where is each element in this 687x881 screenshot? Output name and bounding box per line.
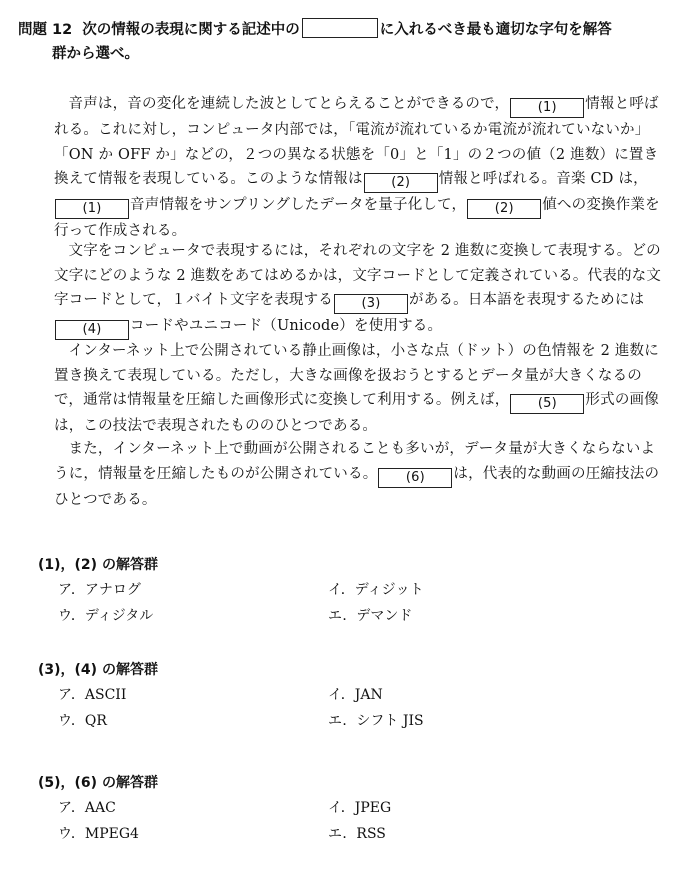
answer-row	[38, 795, 658, 821]
answer-option: ア．アナログ	[58, 582, 141, 598]
passage-text: 文字をコンピュータで表現するには，それぞれの文字を 2 進数に変換して表現する。どの文字にどのような 2 進数をあてはめるかは，文字コードとして定義されている。代表的な文字コードとして，１バイト文字を表現する	[54, 243, 662, 309]
answer-option: エ．RSS	[328, 826, 386, 842]
blank-4: (4)	[55, 320, 129, 340]
blank-example-box	[302, 18, 378, 38]
answer-row	[38, 821, 658, 847]
answer-option: エ．シフト JIS	[328, 713, 424, 729]
blank-1: (1)	[510, 98, 584, 118]
passage-text: 情報と呼ばれる。音楽 CD は，	[438, 171, 648, 188]
answer-row	[38, 682, 658, 708]
answer-option: ウ．QR	[58, 713, 107, 729]
answer-row	[38, 708, 658, 734]
blank-3: (3)	[334, 294, 408, 314]
instruction-text-cont: に入れるべき最も適切な字句を解答	[379, 22, 612, 38]
answer-option: イ．JAN	[328, 687, 383, 703]
blank-2: (2)	[364, 173, 438, 193]
passage-text: は，代表的な動画の圧縮技法のひとつである。	[54, 465, 660, 508]
answer-group-1-2	[38, 553, 658, 629]
answer-option: ウ．MPEG4	[58, 826, 139, 842]
answer-group-title: (1)，(2) の解答群	[38, 557, 158, 573]
passage-text: コードやユニコード（Unicode）を使用する。	[130, 318, 443, 335]
answer-group-title: (5)，(6) の解答群	[38, 775, 158, 791]
blank-2: (2)	[467, 199, 541, 219]
answer-option: ア．AAC	[58, 800, 116, 816]
answer-group-3-4	[38, 658, 658, 734]
blank-6: (6)	[378, 468, 452, 488]
instruction-line2: 群から選べ。	[52, 46, 139, 62]
passage-text: 値への変換作業を行って作成される。	[54, 197, 660, 240]
question-header	[18, 18, 668, 66]
instruction-text: 次の情報の表現に関する記述中の	[82, 22, 300, 38]
answer-option: イ．JPEG	[328, 800, 392, 816]
answer-option: ウ．ディジタル	[58, 608, 154, 624]
passage-paragraph-4	[54, 437, 666, 512]
answer-row	[38, 603, 658, 629]
answer-option: ア．ASCII	[58, 687, 127, 703]
passage-text: 形式の画像は，この技法で表現されたもののひとつである。	[54, 392, 659, 435]
passage-text: 情報と呼ばれる。これに対し，コンピュータ内部では，「電流が流れているか電流が流れていないか」「ON か OFF か」などの，２つの異なる状態を「0」と「1」の２つの値（2 進数）に置き換えて情報を表現している。このような情報は	[54, 96, 659, 188]
answer-option: イ．ディジット	[328, 582, 424, 598]
answer-row	[38, 577, 658, 603]
passage-text: インターネット上で公開されている静止画像は，小さな点（ドット）の色情報を 2 進数に置き換えて表現している。ただし，大きな画像を扱おうとするとデータ量が大きくなるので，通常は情報量を圧縮した画像形式に変換して利用する。例えば，	[54, 343, 659, 409]
passage-paragraph-1	[54, 92, 666, 244]
blank-1: (1)	[55, 199, 129, 219]
passage-paragraph-2	[54, 239, 666, 340]
answer-option: エ．デマンド	[328, 608, 413, 624]
passage-paragraph-3	[54, 339, 666, 439]
passage-text: 音声情報をサンプリングしたデータを量子化して，	[130, 197, 467, 214]
passage-text: 音声は，音の変化を連続した波としてとらえることができるので，	[68, 96, 510, 112]
blank-5: (5)	[510, 394, 584, 414]
answer-group-title: (3)，(4) の解答群	[38, 662, 158, 678]
passage-text: また，インターネット上で動画が公開されることも多いが，データ量が大きくならないように，情報量を圧縮したものが公開されている。	[54, 441, 656, 482]
passage-text: がある。日本語を表現するためには	[409, 292, 645, 309]
answer-group-5-6	[38, 771, 658, 847]
question-number: 問題 12	[18, 22, 73, 38]
